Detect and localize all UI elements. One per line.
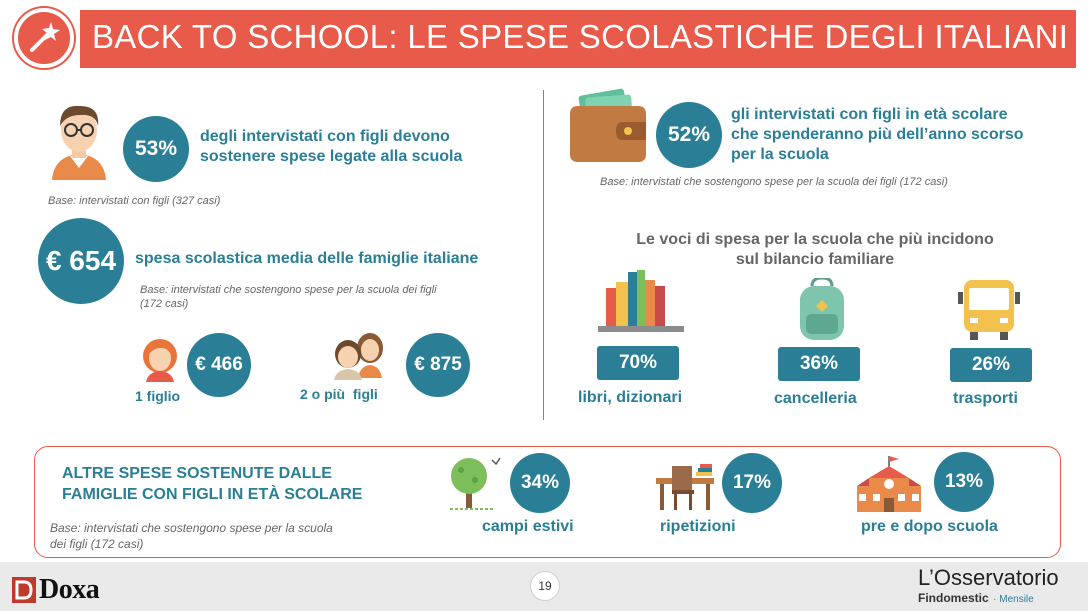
- spesa-media-base: [140, 283, 437, 311]
- stat-53-text-line1: degli intervistati con figli devono: [200, 128, 450, 145]
- books-icon: [598, 266, 684, 334]
- ripetizioni-value: 17%: [732, 472, 772, 493]
- two-children-value: € 875: [414, 354, 462, 375]
- campi-estivi-label: campi estivi: [482, 518, 574, 535]
- two-children-icon: [328, 328, 388, 380]
- voce-cancelleria-pill: [778, 347, 860, 381]
- wallet-icon: [566, 88, 650, 164]
- voce-cancelleria-label: cancelleria: [774, 390, 857, 407]
- altre-spese-base: [50, 520, 333, 552]
- voce-libri-pill: [597, 346, 679, 380]
- altre-spese-title-line2: FAMIGLIE CON FIGLI IN ETÀ SCOLARE: [62, 486, 363, 503]
- voce-cancelleria-value: 36%: [799, 353, 839, 374]
- stat-53-text: [200, 127, 462, 167]
- doxa-logo: [12, 574, 99, 606]
- altre-spese-title-line1: ALTRE SPESE SOSTENUTE DALLE: [62, 465, 332, 482]
- voci-title-line2: sul bilancio familiare: [735, 251, 895, 268]
- pre-dopo-scuola-label: pre e dopo scuola: [861, 518, 998, 535]
- ripetizioni-circle: [722, 453, 782, 513]
- voce-trasporti-label: trasporti: [953, 390, 1018, 407]
- spesa-media-circle: [38, 218, 124, 304]
- one-child-value: € 466: [195, 354, 243, 375]
- voce-trasporti-value: 26%: [971, 354, 1011, 375]
- pre-dopo-scuola-value: 13%: [944, 471, 984, 492]
- two-children-label: 2 o più figli: [300, 386, 378, 402]
- girl-icon: [142, 338, 178, 382]
- voci-title: [560, 230, 1070, 270]
- voce-libri-value: 70%: [618, 352, 658, 373]
- header-badge: [14, 8, 74, 68]
- page-number: 19: [530, 571, 560, 601]
- spesa-media-value: € 654: [45, 245, 117, 276]
- stat-52-text: [731, 105, 1024, 165]
- magic-wand-icon: [18, 12, 70, 64]
- campi-estivi-value: 34%: [520, 472, 560, 493]
- stat-52-value: 52%: [667, 123, 711, 146]
- pre-dopo-scuola-circle: [934, 452, 994, 512]
- stat-52-base: Base: intervistati che sostengono spese per la scuola dei figli (172 casi): [600, 176, 948, 188]
- voce-trasporti-pill: [950, 348, 1032, 382]
- voce-libri-label: libri, dizionari: [578, 389, 683, 406]
- doxa-mark-icon: [12, 577, 36, 603]
- stat-52-text-line3: per la scuola: [731, 146, 829, 163]
- osservatorio-suffix: · Mensile: [993, 594, 1034, 605]
- campi-estivi-circle: [510, 453, 570, 513]
- vertical-divider: [543, 90, 544, 420]
- bus-icon: [958, 276, 1020, 340]
- altre-spese-title: [62, 463, 362, 505]
- osservatorio-line2-wrap: [918, 590, 1059, 606]
- voci-title-line1: Le voci di spesa per la scuola che più incidono: [636, 231, 994, 248]
- stat-53-circle: [123, 116, 189, 182]
- two-children-circle: [406, 333, 470, 397]
- stat-53-value: 53%: [134, 137, 178, 160]
- page-title: BACK TO SCHOOL: LE SPESE SCOLASTICHE DEGLI ITALIANI: [92, 18, 1069, 55]
- one-child-label: 1 figlio: [135, 388, 181, 404]
- spesa-media-text: spesa scolastica media delle famiglie italiane: [135, 250, 479, 267]
- stat-53-text-line2: sostenere spese legate alla scuola: [200, 148, 463, 165]
- man-with-glasses-icon: [48, 100, 110, 180]
- osservatorio-line1: L’Osservatorio: [918, 565, 1059, 590]
- school-building-icon: [855, 454, 923, 514]
- one-child-circle: [187, 333, 251, 397]
- tree-icon: [446, 454, 504, 512]
- doxa-logo-text: Doxa: [39, 574, 100, 605]
- spesa-media-base-line2: (172 casi): [140, 298, 189, 310]
- spesa-media-base-line1: Base: intervistati che sostengono spese per la scuola dei figli: [140, 284, 437, 296]
- osservatorio-logo: [918, 567, 1059, 606]
- stat-52-text-line1: gli intervistati con figli in età scolare: [731, 106, 1008, 123]
- stat-52-text-line2: che spenderanno più dell’anno scorso: [731, 126, 1024, 143]
- backpack-icon: [796, 278, 848, 342]
- altre-spese-base-line1: Base: intervistati che sostengono spese per la scuola: [50, 521, 333, 535]
- stat-53-base: Base: intervistati con figli (327 casi): [48, 195, 221, 207]
- ripetizioni-label: ripetizioni: [660, 518, 736, 535]
- altre-spese-base-line2: dei figli (172 casi): [50, 537, 144, 551]
- desk-icon: [654, 460, 716, 512]
- osservatorio-line2: Findomestic: [918, 591, 989, 605]
- stat-52-circle: [656, 102, 722, 168]
